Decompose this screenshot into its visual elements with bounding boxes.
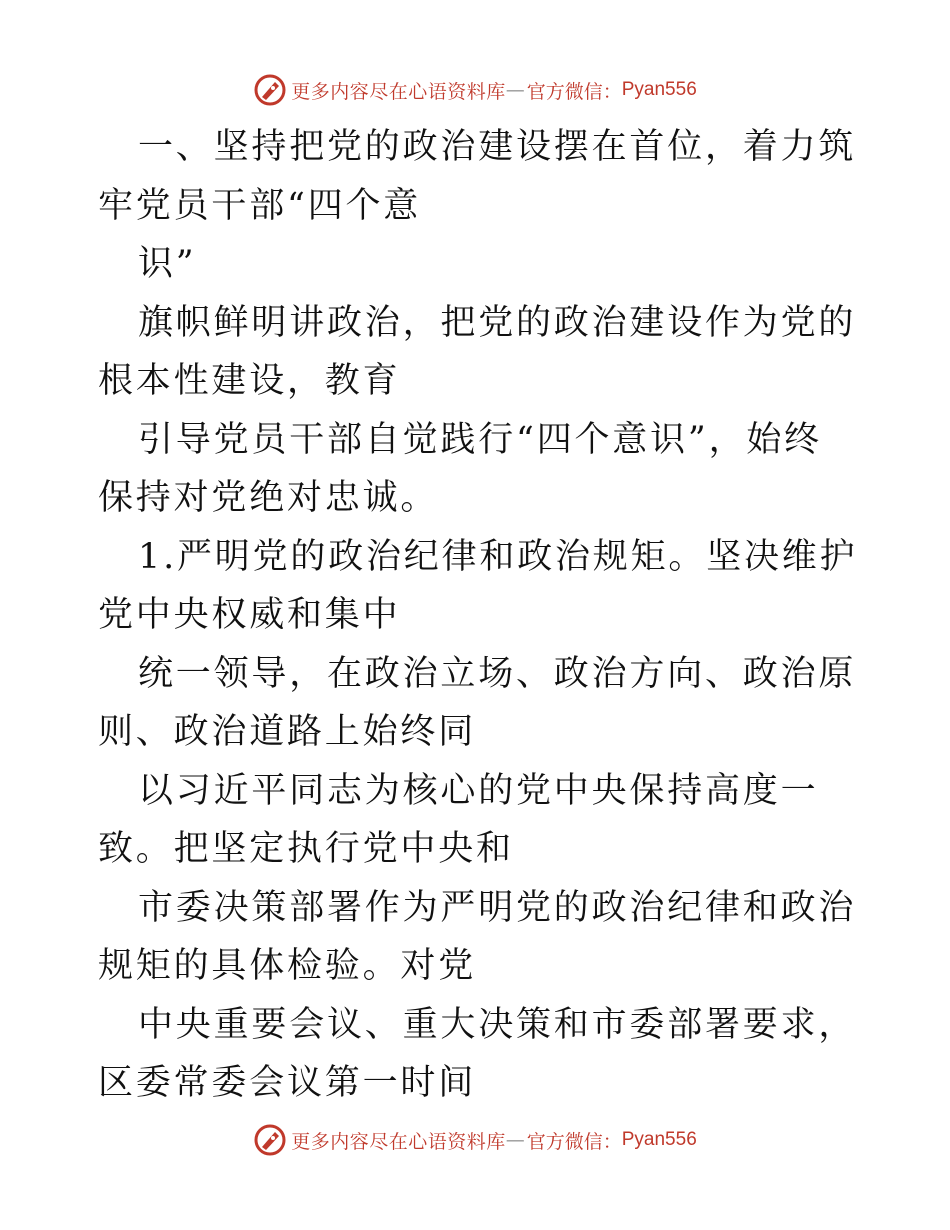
watermark-dash: —	[505, 1129, 525, 1151]
watermark-brand: 更多内容尽在心语资料库	[291, 80, 506, 103]
paragraph: 中央重要会议、重大决策和市委部署要求，区委常委会议第一时间	[98, 1004, 857, 1103]
paragraph: 以习近平同志为核心的党中央保持高度一致。把坚定执行党中央和	[98, 770, 819, 869]
paragraph: 引导党员干部自觉践行“四个意识”，始终保持对党绝对忠诚。	[98, 419, 822, 518]
pen-nib-circle-icon	[253, 73, 287, 107]
footer-watermark	[0, 1120, 950, 1160]
watermark-id: Pyan556	[621, 1129, 697, 1150]
watermark-dash: —	[505, 79, 525, 101]
pen-nib-circle-icon	[253, 1123, 287, 1157]
paragraph: 1.严明党的政治纪律和政治规矩。坚决维护党中央权威和集中	[98, 536, 858, 635]
paragraph: 市委决策部署作为严明党的政治纪律和政治规矩的具体检验。对党	[98, 887, 857, 986]
paragraph-heading: 一、坚持把党的政治建设摆在首位，着力筑牢党员干部“四个意	[98, 127, 857, 226]
paragraph: 旗帜鲜明讲政治，把党的政治建设作为党的根本性建设，教育	[98, 302, 857, 401]
watermark-official: 官方微信：	[526, 80, 622, 103]
watermark-id: Pyan556	[621, 79, 697, 100]
paragraph: 识”	[138, 244, 197, 284]
document-body	[98, 118, 858, 1113]
paragraph: 统一领导，在政治立场、政治方向、政治原则、政治道路上始终同	[98, 653, 857, 752]
header-watermark	[0, 70, 950, 110]
watermark-brand: 更多内容尽在心语资料库	[291, 1130, 506, 1153]
watermark-official: 官方微信：	[526, 1130, 622, 1153]
